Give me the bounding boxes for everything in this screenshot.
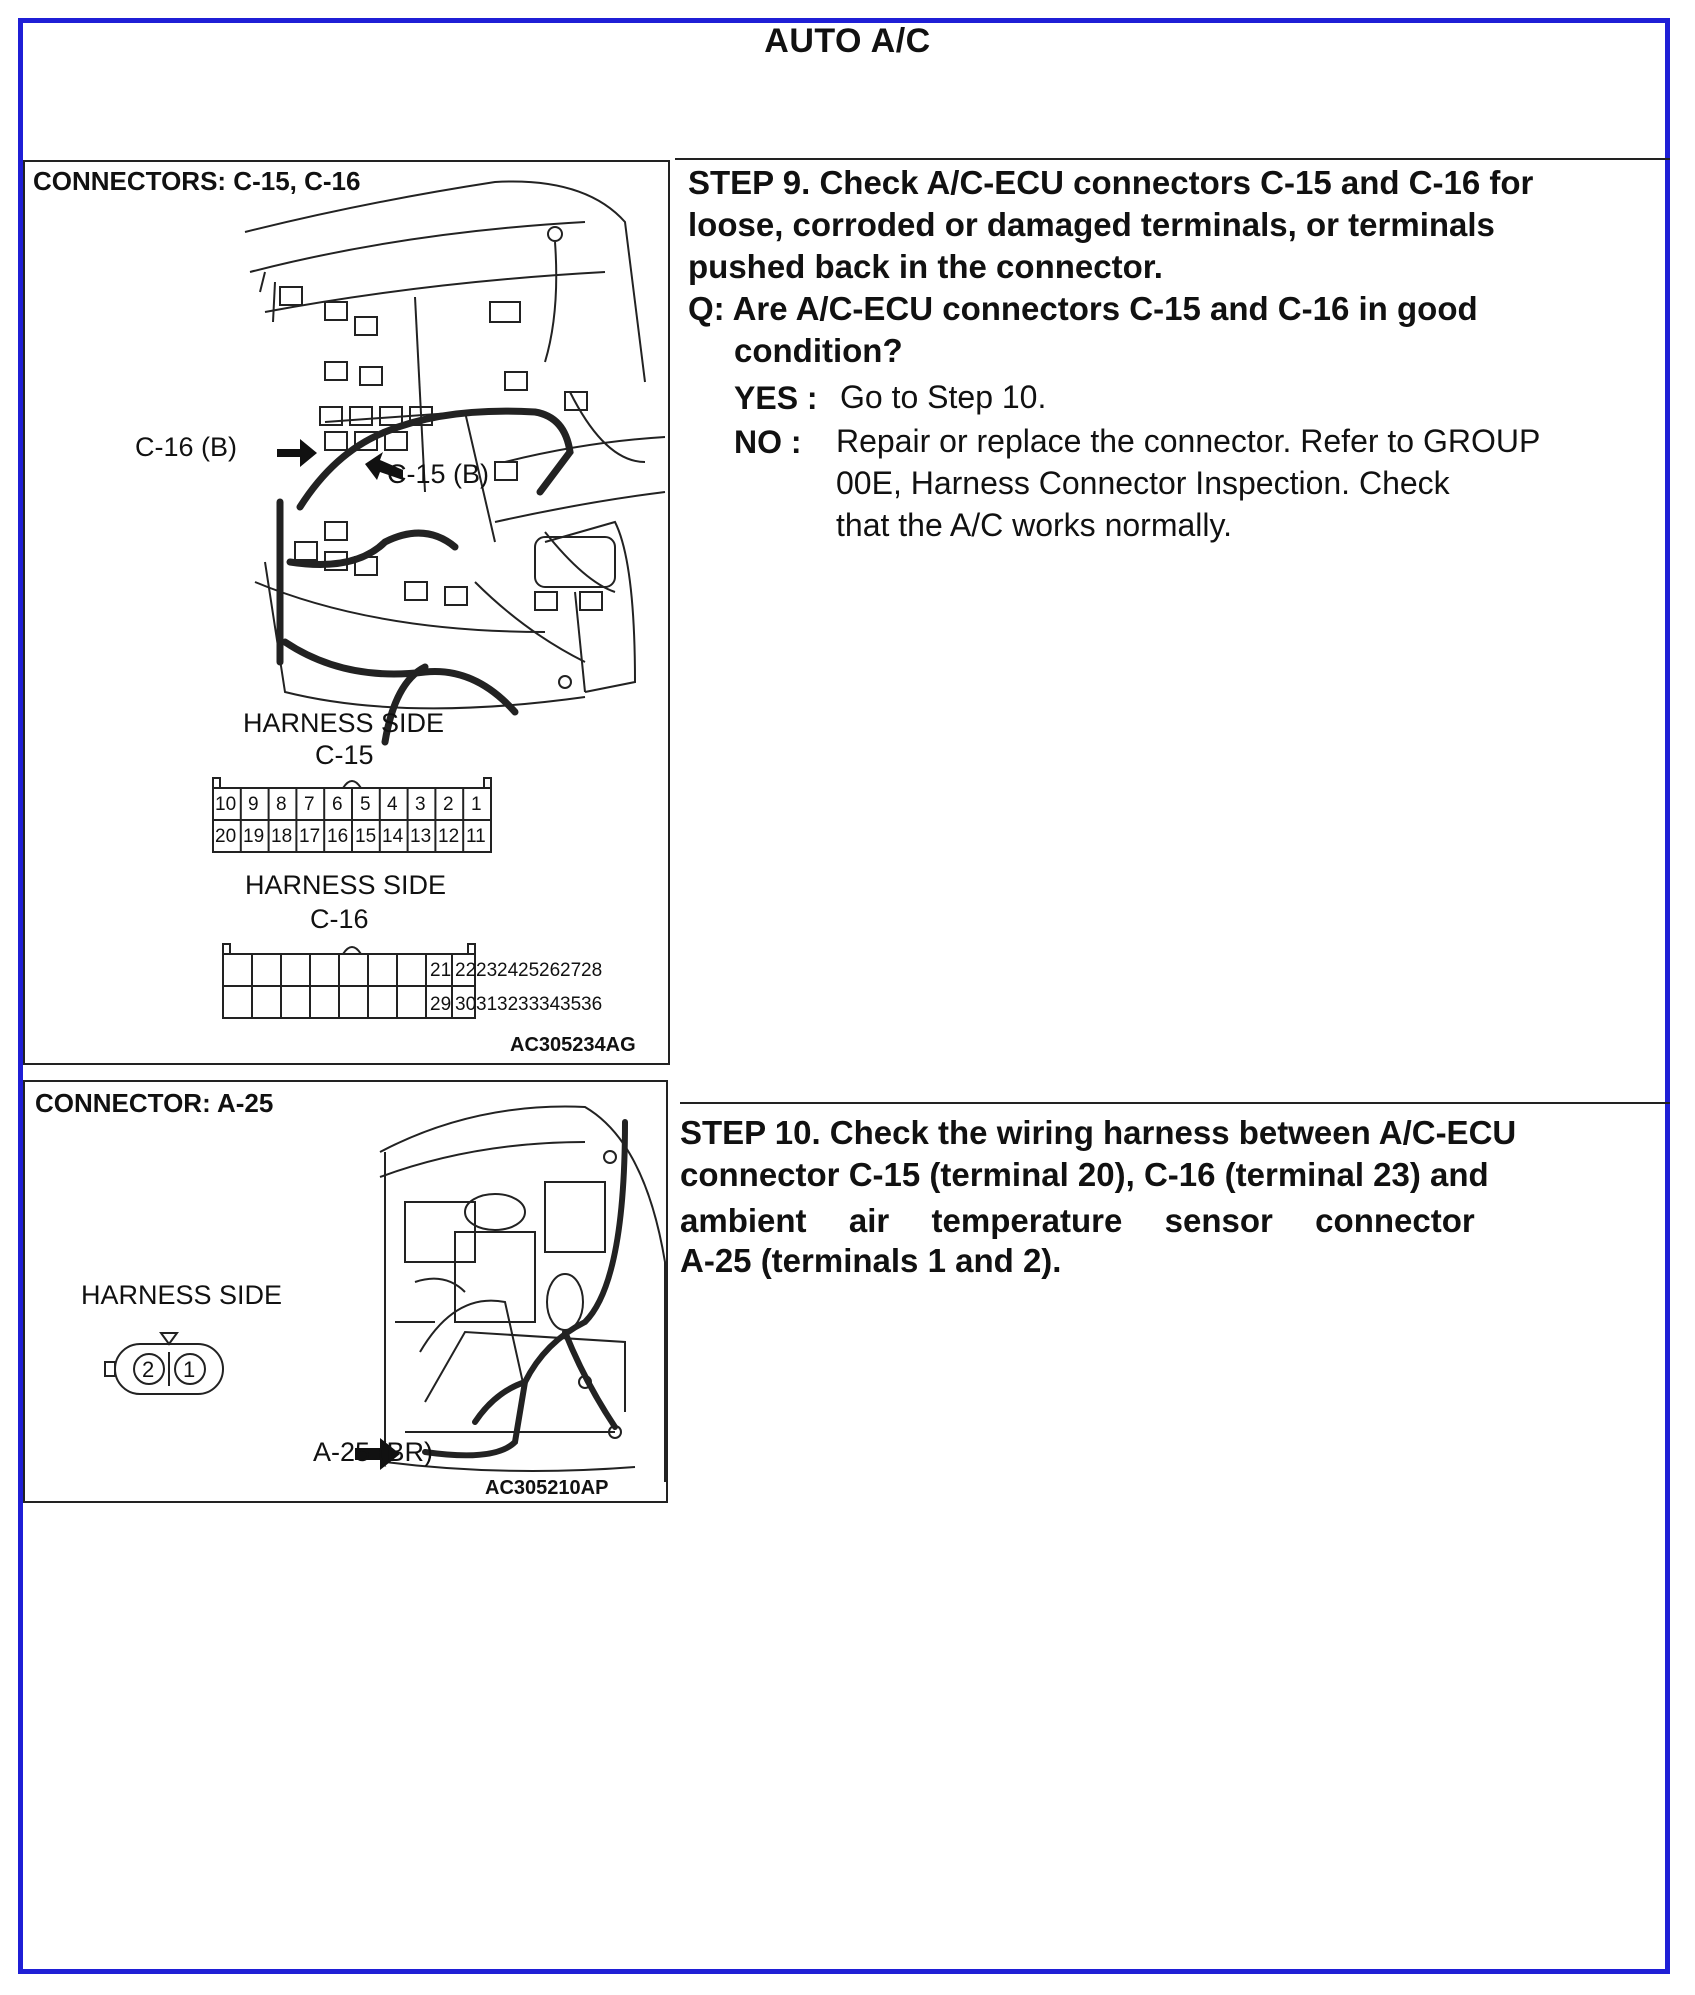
answer-no-line2: 00E, Harness Connector Inspection. Check [836, 465, 1450, 501]
callout-c15: C-15 (B) [387, 459, 490, 489]
c16-pin: 22 [455, 960, 477, 981]
answer-yes-text: Go to Step 10. [840, 379, 1047, 415]
c15-pin: 5 [360, 794, 371, 815]
figure-code: AC305234AG [510, 1034, 636, 1056]
c15-pin: 13 [410, 826, 432, 847]
c16-pin: 32 [497, 994, 519, 1015]
step10-rule [680, 1102, 1670, 1104]
c16-harness-label: HARNESS SIDE [245, 870, 447, 900]
c16-pin: 24 [497, 960, 519, 981]
header-rule [675, 158, 1670, 160]
c15-pin: 9 [248, 794, 259, 815]
c15-pin: 17 [299, 826, 321, 847]
page-title: AUTO A/C [764, 22, 931, 60]
step9-line3: pushed back in the connector. [688, 248, 1163, 285]
step10-line2: connector C-15 (terminal 20), C-16 (terminal 23) and [680, 1156, 1489, 1193]
answer-no-line3: that the A/C works normally. [836, 507, 1232, 543]
c16-connector-name: C-16 [310, 904, 369, 934]
answer-yes-key: YES : [734, 380, 818, 416]
answer-no-key: NO : [734, 424, 802, 460]
c15-harness-label: HARNESS SIDE [243, 708, 445, 738]
a25-pin-2: 2 [142, 1357, 155, 1382]
c15-pin: 3 [415, 794, 426, 815]
c16-pin: 35 [560, 994, 582, 1015]
c16-pin: 21 [430, 960, 452, 981]
c16-pin: 27 [560, 960, 582, 981]
c15-connector-name: C-15 [315, 740, 374, 770]
c15-pin: 18 [271, 826, 293, 847]
figure-code: AC305210AP [485, 1477, 609, 1499]
c15-pin: 11 [466, 826, 486, 847]
c15-pin: 14 [382, 826, 404, 847]
c16-pin: 30 [455, 994, 477, 1015]
a25-pin-1: 1 [183, 1357, 196, 1382]
c16-pin: 26 [539, 960, 561, 981]
c16-pin: 34 [539, 994, 561, 1015]
callout-c16: C-16 (B) [135, 432, 238, 462]
c15-pin: 6 [332, 794, 343, 815]
c16-pin: 29 [430, 994, 452, 1015]
answer-no-line1: Repair or replace the connector. Refer to GROUP [836, 423, 1541, 459]
c15-pin: 4 [387, 794, 398, 815]
figure-label: CONNECTORS: C-15, C-16 [33, 166, 361, 196]
c16-pin: 23 [476, 960, 498, 981]
c15-pin: 1 [471, 794, 482, 815]
step9-question-line1: Q: Are A/C-ECU connectors C-15 and C-16 in good [688, 290, 1478, 327]
c16-pin: 36 [581, 994, 603, 1015]
c16-pin: 31 [476, 994, 498, 1015]
figure-connector-a25 [23, 1080, 668, 1503]
c15-pin: 2 [443, 794, 454, 815]
step10-line1: STEP 10. Check the wiring harness between A/C-ECU [680, 1114, 1517, 1151]
callout-a25: A-25 (BR) [313, 1437, 434, 1467]
c15-pin: 10 [215, 794, 237, 815]
step10-line3: ambient air temperature sensor connector [680, 1202, 1475, 1239]
c15-pin: 12 [438, 826, 460, 847]
c16-connector-face [25, 162, 670, 1032]
c16-pin: 25 [518, 960, 540, 981]
c15-pin: 15 [355, 826, 377, 847]
step9-question-line2: condition? [734, 332, 903, 369]
step9-line1: STEP 9. Check A/C-ECU connectors C-15 and C-16 for [688, 164, 1534, 201]
c15-pin: 7 [304, 794, 315, 815]
c15-pin: 20 [215, 826, 237, 847]
c16-pin: 28 [581, 960, 603, 981]
c15-pin: 19 [243, 826, 265, 847]
step10-line4: A-25 (terminals 1 and 2). [680, 1242, 1062, 1279]
c16-pin: 33 [518, 994, 540, 1015]
c15-pin: 8 [276, 794, 287, 815]
harness-side-label: HARNESS SIDE [81, 1280, 283, 1310]
figure-connectors-c15-c16 [23, 160, 670, 1065]
step9-line2: loose, corroded or damaged terminals, or terminals [688, 206, 1495, 243]
c15-pin: 16 [327, 826, 349, 847]
figure-label: CONNECTOR: A-25 [35, 1088, 274, 1118]
